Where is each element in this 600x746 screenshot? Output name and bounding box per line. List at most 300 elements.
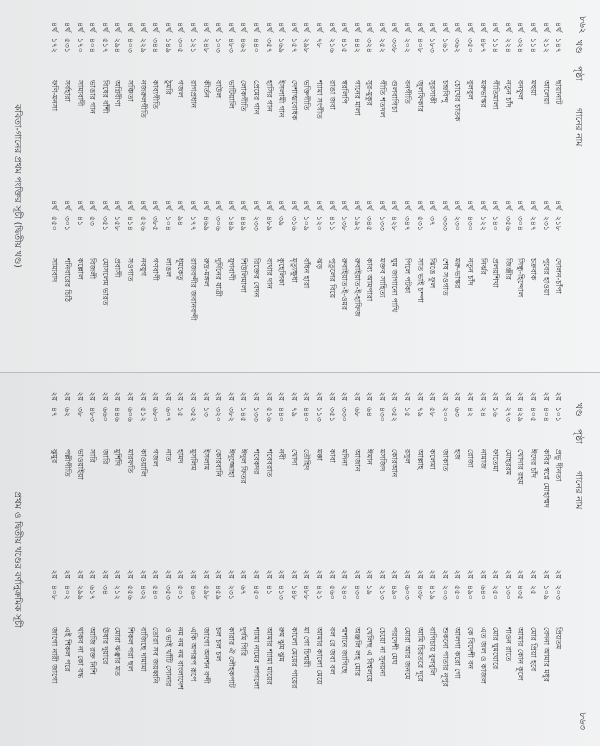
entry-name: ফাতেমা xyxy=(491,449,501,472)
entry-name: চক্রবাক xyxy=(529,258,539,281)
entry-name: হজ xyxy=(453,449,463,460)
index-row xyxy=(262,559,275,727)
index-row xyxy=(425,559,438,727)
entry-name: নম নম নম বাংলাদেশ xyxy=(176,627,186,690)
entry-name: মোসলেম ভারত xyxy=(100,258,110,306)
entry-name: শুকনো পাতার নূপুর xyxy=(440,627,450,687)
section-number: ৪র্থ xyxy=(491,200,501,210)
entry-name: মোর প্রিয়া হবে xyxy=(529,627,539,672)
index-row xyxy=(451,559,464,727)
section-number: ৪র্থ xyxy=(214,200,224,210)
index-row xyxy=(413,559,426,727)
section-number: ৪র্থ xyxy=(226,22,236,32)
page-ref: ৫৯৮ xyxy=(201,585,211,600)
entry-name: ভাওয়াইয়া xyxy=(75,449,85,480)
page-ref: ১০৯ xyxy=(541,585,551,600)
page-ref: ৩৪ xyxy=(100,585,110,595)
entry-name: গজল xyxy=(151,449,161,467)
section-number: ৪র্থ xyxy=(151,22,161,32)
page-title: কবিতা-গানের প্রথম পংক্তির সূচী (দ্বিতীয় খণ্ড) xyxy=(12,104,22,268)
entry-name: জাগো নারী জাগো xyxy=(50,627,60,684)
section-number: ৪র্থ xyxy=(327,200,337,210)
index-row xyxy=(287,12,300,180)
entry-name: বাউল xyxy=(214,80,224,99)
index-row xyxy=(224,559,237,727)
index-row xyxy=(73,12,86,180)
index-row xyxy=(514,12,527,180)
section-number: ২য় xyxy=(541,391,551,401)
section-number: ২য় xyxy=(453,569,463,579)
entry-name: রুম ঝুম ঝুম xyxy=(277,627,287,662)
entry-name: কুহেলিকা xyxy=(277,258,287,286)
index-row xyxy=(476,381,489,549)
index-row xyxy=(413,190,426,358)
entry-name: আলগা করো গো xyxy=(453,627,463,679)
section-number: ৪র্থ xyxy=(365,200,375,210)
entry-name: ঈদুল ফিতর xyxy=(239,449,249,484)
section-number: ২য় xyxy=(138,569,148,579)
entry-name: কাব্যগীতি xyxy=(151,80,161,109)
section-number: ২য় xyxy=(403,391,413,401)
entry-name: মা গো চিন্ময়ী xyxy=(302,627,312,668)
section-number: ৪র্থ xyxy=(126,200,136,210)
index-row xyxy=(123,12,136,180)
index-row xyxy=(476,190,489,358)
page-ref: ২৯৮ xyxy=(302,38,312,53)
page-ref: ৩৫৩ xyxy=(163,585,173,600)
entry-name: কল্লোল xyxy=(75,258,85,280)
entry-name: কাওয়ালি xyxy=(138,449,148,477)
section-number: ২য় xyxy=(390,391,400,401)
section-number: ৪র্থ xyxy=(100,200,110,210)
section-number: ৪র্থ xyxy=(503,22,513,32)
section-number: ৪র্থ xyxy=(466,22,476,32)
index-row xyxy=(48,12,61,180)
index-row xyxy=(249,190,262,358)
entry-name: বল রে জবা বল xyxy=(327,627,337,675)
section-number: ৪র্থ xyxy=(554,22,564,32)
page-ref: ২২৪ xyxy=(503,38,513,53)
section-number: ২য় xyxy=(554,391,564,401)
page-ref: ৪১৩ xyxy=(277,585,287,600)
index-row xyxy=(300,190,313,358)
index-row xyxy=(325,12,338,180)
page-ref: ১৪০ xyxy=(491,216,501,231)
page-ref: ২৪০ xyxy=(340,585,350,600)
section-number: ৪র্থ xyxy=(50,22,60,32)
section-number: ৪র্থ xyxy=(478,200,488,210)
section-number: ২য় xyxy=(239,569,249,579)
entry-name: বাজিছে দামামা xyxy=(138,627,148,672)
section-number: ৪র্থ xyxy=(289,200,299,210)
index-row xyxy=(199,12,212,180)
index-row xyxy=(123,381,136,549)
page-ref: ৪৫৯ xyxy=(214,585,224,600)
entry-name: ব্যথার দান xyxy=(264,258,274,289)
index-row xyxy=(463,381,476,549)
entry-name: দেশাত্মবোধক xyxy=(289,80,299,121)
section-number: ২য় xyxy=(63,569,73,579)
page-ref: ১৯২ xyxy=(352,216,362,231)
entry-name: চেয়ো না সুনয়না xyxy=(377,627,387,677)
section-number: ২য় xyxy=(516,569,526,579)
section-number: ৪র্থ xyxy=(75,200,85,210)
section-number: ২য় xyxy=(214,391,224,401)
index-row xyxy=(526,559,539,727)
index-row xyxy=(111,190,124,358)
section-number: ২য় xyxy=(163,569,173,579)
index-row xyxy=(174,559,187,727)
page-ref: ৪৩৮ xyxy=(415,585,425,600)
index-row xyxy=(363,190,376,358)
page-ref: ৫৩১ xyxy=(415,216,425,231)
section-number: ৪র্থ xyxy=(88,22,98,32)
page-ref: ৩৪৫ xyxy=(365,216,375,231)
section-number: ৪র্থ xyxy=(138,200,148,210)
index-row xyxy=(488,12,501,180)
section-number: ২য় xyxy=(428,569,438,579)
index-row xyxy=(350,381,363,549)
page-ref: ২৩১ xyxy=(226,585,236,600)
entry-name: সাত ভাই চম্পা xyxy=(415,258,425,303)
entry-name: অঞ্জলি লহ মোর xyxy=(352,627,362,677)
index-row xyxy=(161,12,174,180)
page-ref: ২১৬ xyxy=(327,38,337,53)
index-row xyxy=(262,190,275,358)
page-ref: ১৬ xyxy=(491,407,501,417)
section-number: ৪র্থ xyxy=(377,22,387,32)
page-ref: ৪৮৩ xyxy=(88,407,98,422)
entry-name: শিকল পরা ছল xyxy=(126,627,136,672)
section-number: ২য় xyxy=(352,391,362,401)
index-row xyxy=(325,190,338,358)
page-number: ৮৬২ xyxy=(577,16,587,34)
section-number: ২য় xyxy=(390,569,400,579)
section-number: ৪র্থ xyxy=(63,22,73,32)
entry-name: গণবাণী xyxy=(151,258,161,281)
section-number: ২য় xyxy=(428,391,438,401)
page-ref: ৩০৪ xyxy=(516,216,526,231)
section-number: ৪র্থ xyxy=(453,200,463,210)
section-number: ২য় xyxy=(201,569,211,579)
entry-name: ঈদুজ্জোহা xyxy=(226,449,236,478)
section-number: ৪র্থ xyxy=(138,22,148,32)
entry-name: সঞ্চিতা xyxy=(126,80,136,102)
entry-name: মসজিদ xyxy=(377,449,387,472)
page-ref: ৩০৫ xyxy=(176,38,186,53)
index-row xyxy=(337,12,350,180)
index-row xyxy=(488,190,501,358)
index-row xyxy=(551,12,564,180)
page-ref: ১৫ xyxy=(403,407,413,417)
entry-name: সাম্যবাদী xyxy=(75,80,85,107)
page-ref: ৩৮২ xyxy=(226,407,236,422)
section-number: ৪র্থ xyxy=(126,22,136,32)
entry-name: মোর ঘুমঘোরে xyxy=(491,627,501,670)
index-column xyxy=(48,559,564,727)
index-row xyxy=(60,381,73,549)
entry-name: আল্লাহ xyxy=(415,449,425,470)
section-number: ৪র্থ xyxy=(415,22,425,32)
index-row xyxy=(350,12,363,180)
index-row xyxy=(400,12,413,180)
entry-name: আমার কালো মেয়ে xyxy=(314,627,324,685)
index-row xyxy=(85,559,98,727)
entry-name: একি অপরূপ রূপে xyxy=(188,627,198,682)
index-row xyxy=(48,559,61,727)
section-number: ৪র্থ xyxy=(478,22,488,32)
section-number: ৪র্থ xyxy=(516,22,526,32)
entry-name: স্বরলিপি xyxy=(340,80,350,104)
page-ref: ৩৫২ xyxy=(390,407,400,422)
index-row xyxy=(463,12,476,180)
entry-name: বাগিচায় বুলবুলি xyxy=(428,627,438,676)
index-row xyxy=(274,190,287,358)
entry-name: সারি xyxy=(88,449,98,463)
page-ref: ১৬৯ xyxy=(277,38,287,53)
entry-name: পুতুলের বিয়ে xyxy=(327,258,337,299)
entry-name: রাজবন্দীর জবানবন্দী xyxy=(188,258,198,321)
page-ref: ১৫ xyxy=(176,407,186,417)
page-ref: ৪০২ xyxy=(63,585,73,600)
section-number: ৪র্থ xyxy=(239,200,249,210)
page-ref: ২৪ xyxy=(478,407,488,417)
page-ref: ১০৪ xyxy=(163,216,173,231)
entry-name: ছায়ানাট xyxy=(554,80,564,105)
index-row xyxy=(262,381,275,549)
index-row xyxy=(375,190,388,358)
index-row xyxy=(274,381,287,549)
page-ref: ৩৩০ xyxy=(340,407,350,422)
page-ref: ২০০ xyxy=(440,407,450,422)
index-row xyxy=(514,381,527,549)
entry-name: কাবা xyxy=(327,449,337,463)
entry-name: জিঞ্জীর xyxy=(503,258,513,280)
index-row xyxy=(551,190,564,358)
index-row xyxy=(237,559,250,727)
index-row xyxy=(413,381,426,549)
index-row xyxy=(136,559,149,727)
entry-name: মক্কা xyxy=(314,449,324,462)
page-ref: ১৮৩ xyxy=(428,38,438,53)
section-number: ৪র্থ xyxy=(403,22,413,32)
entry-name: খেলিছ এ বিশ্বলয়ে xyxy=(365,627,375,683)
section-number: ২য় xyxy=(126,569,136,579)
entry-name: দুর্গম গিরি xyxy=(239,627,249,657)
page-ref: ৬৭ xyxy=(239,585,249,595)
section-number: ৪র্থ xyxy=(277,200,287,210)
entry-name: কলেমা xyxy=(428,449,438,470)
entry-name: দোলন-চাঁপা xyxy=(554,258,564,294)
index-row xyxy=(425,12,438,180)
section-number: ২য় xyxy=(403,569,413,579)
section-number: ২য় xyxy=(415,391,425,401)
section-number: ৪র্থ xyxy=(516,200,526,210)
page-ref: ৫১২ xyxy=(138,407,148,422)
entry-name: মোরা ঝঞ্ঝার মত xyxy=(113,627,123,676)
page-ref: ১৪৯ xyxy=(163,38,173,53)
section-number: ২য় xyxy=(264,569,274,579)
page-ref: ৪৩০ xyxy=(377,407,387,422)
index-row xyxy=(274,559,287,727)
right-page xyxy=(0,373,600,746)
index-row xyxy=(388,381,401,549)
page-ref: ৫৫৬ xyxy=(126,585,136,600)
page-ref: ৪০৫ xyxy=(529,407,539,422)
entry-name: আমার শ্যামা মায়ের xyxy=(264,627,274,685)
section-number: ২য় xyxy=(503,569,513,579)
page-ref: ৪৮৯ xyxy=(264,216,274,231)
page-ref: ২০৩ xyxy=(440,585,450,600)
entry-name: পরদেশী মেঘ xyxy=(390,627,400,665)
index-row xyxy=(224,12,237,180)
section-number: ২য় xyxy=(214,569,224,579)
entry-name: নাত xyxy=(163,449,173,462)
index-row xyxy=(325,381,338,549)
section-number: ২য় xyxy=(151,569,161,579)
section-number: ৪র্থ xyxy=(390,200,400,210)
page-ref: ৪০৩ xyxy=(126,38,136,53)
section-number: ২য় xyxy=(302,391,312,401)
section-number: ২য় xyxy=(478,391,488,401)
index-row xyxy=(400,190,413,358)
page-ref: ৬৪০ xyxy=(478,585,488,600)
entry-name: ও ভাই খাঁটি সোনার xyxy=(163,627,173,687)
page-ref: ৬৪ xyxy=(365,407,375,417)
index-row xyxy=(363,381,376,549)
section-number: ৪র্থ xyxy=(113,200,123,210)
section-number: ২য় xyxy=(503,391,513,401)
index-row xyxy=(451,381,464,549)
section-number: ২য় xyxy=(440,569,450,579)
entry-name: শ্যামা সংগীত xyxy=(314,80,324,119)
page-ref: ২৯৯ xyxy=(75,585,85,600)
section-number: ২য় xyxy=(163,391,173,401)
section-number: ৪র্থ xyxy=(251,22,261,32)
index-row xyxy=(60,559,73,727)
section-number: ২য় xyxy=(302,569,312,579)
index-row xyxy=(539,559,552,727)
section-number: ২য় xyxy=(466,569,476,579)
page-ref: ১৭২ xyxy=(50,38,60,53)
entry-name: তৌহিদ xyxy=(302,449,312,471)
page-ref: ৩৫৬ xyxy=(503,216,513,231)
index-row xyxy=(111,381,124,549)
section-number: ২য় xyxy=(50,391,60,401)
page-ref: ৩১৬ xyxy=(289,216,299,231)
page-ref: ৩০৬ xyxy=(214,216,224,231)
entry-name: ঈদের চাঁদ xyxy=(529,449,539,478)
entry-name: ঝড় xyxy=(314,258,324,270)
section-number: ৪র্থ xyxy=(352,200,362,210)
section-number: ৪র্থ xyxy=(428,200,438,210)
index-row xyxy=(111,12,124,180)
index-row xyxy=(337,381,350,549)
index-column xyxy=(48,12,564,180)
page-ref: ১২১ xyxy=(188,38,198,53)
page-ref: ৪৮৮ xyxy=(302,585,312,600)
entry-name: পিলে পটকা xyxy=(403,258,413,294)
section-number: ৪র্থ xyxy=(529,22,539,32)
entry-name: বনগীতি xyxy=(403,80,413,104)
entry-name: নির্ঝর xyxy=(478,258,488,275)
index-row xyxy=(501,190,514,358)
page-ref: ৩০১ xyxy=(63,216,73,231)
index-row xyxy=(249,559,262,727)
page-ref: ৩৮ xyxy=(75,407,85,417)
index-row xyxy=(350,559,363,727)
entry-name: গজল xyxy=(176,80,186,98)
page-ref: ৪৯০ xyxy=(390,585,400,600)
page-ref: ৪৬২ xyxy=(239,38,249,53)
entry-name: মহুয়া xyxy=(529,80,539,96)
entry-name: কোরবানি xyxy=(214,449,224,477)
entry-name: লোকগীতি xyxy=(239,80,249,112)
section-number: ২য় xyxy=(554,569,564,579)
page-ref: ৪১৫ xyxy=(340,38,350,53)
page-ref: ১০৩ xyxy=(214,38,224,53)
page-ref: ৪৫০ xyxy=(251,585,261,600)
index-row xyxy=(174,190,187,358)
section-number: ৪র্থ xyxy=(302,22,312,32)
index-row xyxy=(249,12,262,180)
section-number: ৪র্থ xyxy=(340,200,350,210)
page-ref: ৪১৯ xyxy=(428,585,438,600)
index-row xyxy=(451,190,464,358)
page-ref: ৬৮০ xyxy=(151,407,161,422)
section-number: ৪র্থ xyxy=(415,200,425,210)
section-number: ৪র্থ xyxy=(75,22,85,32)
page-title: প্রথম ও দ্বিতীয় খণ্ডের বর্ণানুক্রমিক সূচী xyxy=(12,491,22,628)
index-row xyxy=(551,381,564,549)
section-number: ৪র্থ xyxy=(251,200,261,210)
entry-name: ভক্তিগীতি xyxy=(302,80,312,111)
section-number: ৪র্থ xyxy=(100,22,110,32)
section-number: ২য় xyxy=(440,391,450,401)
entry-name: বিজলী xyxy=(88,258,98,280)
page-ref: ৩৫২ xyxy=(188,407,198,422)
index-row xyxy=(123,190,136,358)
page-ref: ৩২৪ xyxy=(516,38,526,53)
index-row xyxy=(211,12,224,180)
index-row xyxy=(551,559,564,727)
section-number: ৪র্থ xyxy=(377,200,387,210)
page-ref: ১১৩ xyxy=(314,407,324,422)
page-ref: ৩৭ xyxy=(428,216,438,226)
page-ref: ৪২ xyxy=(466,407,476,417)
entry-name: প্রভু দীনতা xyxy=(554,449,564,482)
section-number: ২য় xyxy=(314,391,324,401)
index-row xyxy=(161,381,174,549)
page-ref: ৪১১ xyxy=(327,216,337,231)
section-number: ৪র্থ xyxy=(327,22,337,32)
page-ref: ৭৯ xyxy=(289,407,299,417)
page-ref: ১৬১ xyxy=(440,38,450,53)
index-row xyxy=(237,381,250,549)
index-row xyxy=(488,381,501,549)
page-ref: ২৫০ xyxy=(491,585,501,600)
section-number: ২য় xyxy=(352,569,362,579)
index-row xyxy=(136,12,149,180)
page-ref: ৫৩১ xyxy=(63,38,73,53)
entry-name: মরুভাস্কর xyxy=(478,80,488,108)
entry-name: ঊষার দুয়ারে xyxy=(100,627,110,665)
section-number: ৪র্থ xyxy=(503,200,513,210)
section-number: ২য় xyxy=(491,569,501,579)
page-ref: ১০১ xyxy=(554,407,564,422)
page-ref: ৯৪ xyxy=(176,216,186,226)
entry-name: সুর-মুকুর xyxy=(365,80,375,106)
